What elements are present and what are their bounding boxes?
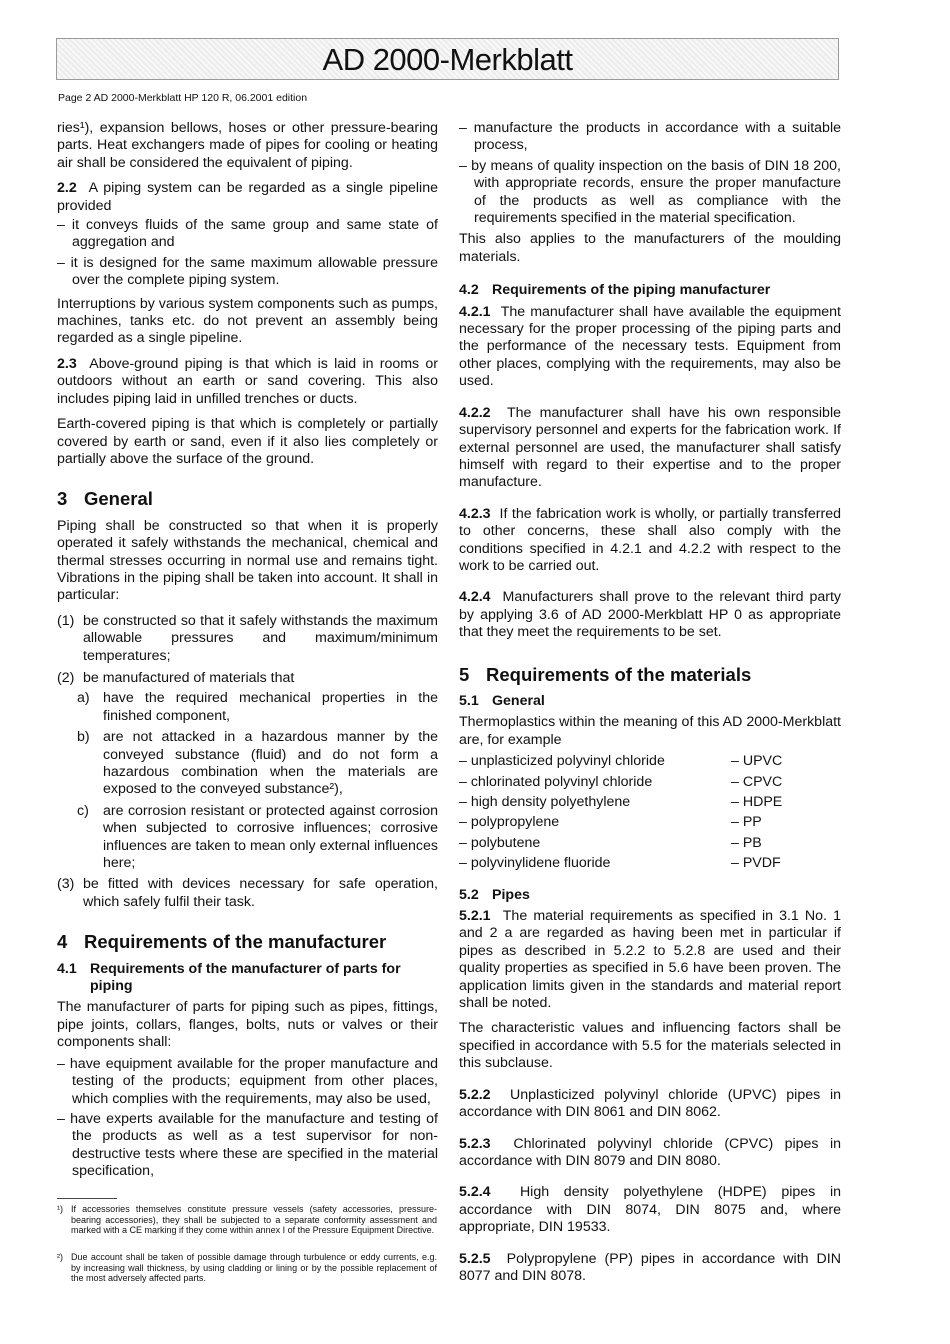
clause-5-2-5 — [459, 1251, 841, 1286]
item-number: (1) — [57, 612, 75, 629]
clause-text: Manufacturers shall prove to the relevant third party by applying 3.6 of AD 2000-Merkblatt HP 0 as appropriate that they meet the requirements to be set. — [459, 589, 841, 641]
clause-5-2-3 — [459, 1136, 841, 1171]
clause-2-3 — [57, 356, 438, 408]
footnote-marker: ²) — [57, 1252, 63, 1262]
footnote-text: Due account shall be taken of possible damage through turbulence or eddy currents, e.g. by increasing wall thickness, by using cladding or lining or by the possible replacement of the most adversely affected parts. — [71, 1252, 437, 1284]
material-abbreviation: – PP — [731, 814, 762, 831]
subsection-title: General — [492, 692, 545, 709]
clause-number: 2.3 — [57, 355, 77, 372]
document-title: AD 2000-Merkblatt — [322, 42, 573, 77]
section-title: Requirements of the materials — [486, 663, 752, 685]
material-row — [459, 794, 841, 811]
clause-text: The manufacturer shall have available the equipment necessary for the proper processing of the piping parts and the performance of the necessary tests. Equipment from other places, complying with the requirements, may also be used. — [459, 303, 841, 390]
item-text: are corrosion resistant or protected against corrosion when subjected to corrosive influences; corrosive influences are taken to mean only external influences here; — [103, 802, 438, 872]
subsection-title: Pipes — [492, 886, 530, 903]
clause-text: Polypropylene (PP) pipes in accordance with DIN 8077 and DIN 8078. — [459, 1250, 841, 1284]
clause-number: 5.2.5 — [459, 1250, 491, 1267]
list-item: – manufacture the products in accordance with a suitable process, — [459, 120, 841, 154]
clause-4-2-2 — [459, 405, 841, 492]
numbered-item — [57, 876, 438, 911]
material-name: – polybutene — [459, 834, 541, 851]
material-row — [459, 753, 841, 770]
right-column — [459, 120, 841, 1293]
section-heading-3 — [57, 488, 438, 510]
clause-number: 2.2 — [57, 180, 77, 197]
numbered-item — [57, 670, 438, 687]
subsection-heading-5-1 — [459, 693, 841, 710]
item-letter: c) — [77, 802, 89, 819]
paragraph: The characteristic values and influencing factors shall be specified in accordance with 5.5 for the materials selected in this subclause. — [459, 1020, 841, 1072]
item-text: have the required mechanical properties in the finished component, — [103, 690, 438, 724]
section-title: General — [84, 488, 153, 510]
subsection-number: 4.2 — [459, 282, 479, 299]
sub-item — [77, 690, 438, 725]
clause-number: 4.2.4 — [459, 589, 491, 606]
clause-text: The manufacturer shall have his own responsible supervisory personnel and experts for the fabrication work. If external personnel are used, the manufacturer shall satisfy himself with regard to their expertise and to the proper manufacture. — [459, 404, 841, 491]
clause-5-2-1 — [459, 908, 841, 1012]
paragraph: Piping shall be constructed so that when it is properly operated it safely withstands the mechanical, chemical and thermal stresses occurring in normal use and remains tight. Vibrations in the piping shall be taken into account. It shall in particular: — [57, 517, 438, 604]
subsection-heading-5-2 — [459, 887, 841, 904]
material-row — [459, 835, 841, 852]
clause-text: Unplasticized polyvinyl chloride (UPVC) pipes in accordance with DIN 8061 and DIN 8062. — [459, 1086, 841, 1121]
clause-number: 4.2.3 — [459, 505, 491, 522]
section-number: 3 — [57, 488, 68, 510]
section-title: Requirements of the manufacturer — [84, 931, 387, 953]
subsection-number: 5.2 — [459, 886, 479, 903]
clause-5-2-2 — [459, 1087, 841, 1122]
material-row — [459, 774, 841, 791]
item-number: (3) — [57, 876, 75, 893]
material-name: – high density polyethylene — [459, 794, 631, 810]
item-text: are not attacked in a hazardous manner by the conveyed substance (fluid) and do not form a hazardous combination when the materials are exposed to the conveyed substance²), — [103, 729, 438, 798]
clause-5-2-4 — [459, 1184, 841, 1236]
section-number: 4 — [57, 931, 68, 953]
subsection-heading-4-1 — [57, 961, 438, 996]
material-name: – unplasticized polyvinyl chloride — [459, 753, 665, 770]
section-heading-5 — [459, 663, 841, 685]
header-banner — [56, 38, 839, 80]
material-name: – polypropylene — [459, 814, 560, 831]
clause-4-2-1 — [459, 304, 841, 391]
subsection-number: 5.1 — [459, 692, 479, 709]
item-text: be constructed so that it safely withstands the maximum allowable pressures and maximum/minimum temperatures; — [83, 612, 438, 664]
clause-text: A piping system can be regarded as a single pipeline provided — [57, 180, 438, 214]
material-abbreviation: – PVDF — [731, 855, 781, 872]
clause-number: 4.2.2 — [459, 404, 491, 421]
clause-number: 5.2.3 — [459, 1135, 491, 1152]
list-item: – have experts available for the manufacture and testing of the products as well as a test supervisor for non-destructive tests where these are specified in the material specification, — [57, 1110, 438, 1180]
material-name: – polyvinylidene fluoride — [459, 855, 611, 872]
paragraph: Earth-covered piping is that which is completely or partially covered by earth or sand, even if it also lies completely or partially above the surface of the ground. — [57, 416, 438, 467]
material-row — [459, 814, 841, 831]
paragraph: Thermoplastics within the meaning of this AD 2000-Merkblatt are, for example — [459, 714, 841, 748]
paragraph: This also applies to the manufacturers of the moulding materials. — [459, 231, 841, 265]
clause-number: 5.2.2 — [459, 1086, 491, 1103]
material-abbreviation: – UPVC — [731, 753, 783, 770]
clause-text: The material requirements as specified in 3.1 No. 1 and 2 a are regarded as having been met in particular if pipes as described in 5.2.2 to 5.2.8 are used and their quality properties as specified in 5.6 have been proven. The application limits given in the standards and material report shall be noted. — [459, 908, 841, 1012]
footnote — [57, 1204, 437, 1236]
paragraph: ries¹), expansion bellows, hoses or other pressure-bearing parts. Heat exchangers made of pipes for cooling or heating air shall be considered the equivalent of piping. — [57, 120, 438, 171]
left-column — [57, 120, 438, 1184]
list-item: – by means of quality inspection on the basis of DIN 18 200, with appropriate records, ensure the proper manufacture of the products as well as compliance with the requirements specified in the material specification. — [459, 157, 841, 227]
clause-text: Above-ground piping is that which is laid in rooms or outdoors without an earth or sand covering. This also includes piping laid in unfilled trenches or ducts. — [57, 355, 439, 407]
clause-2-2 — [57, 180, 438, 215]
item-number: (2) — [57, 669, 75, 686]
paragraph: Interruptions by various system components such as pumps, machines, tanks etc. do not prevent an assembly being regarded as a single pipeline. — [57, 295, 438, 347]
subsection-title: Requirements of the manufacturer of parts for piping — [90, 960, 401, 995]
clause-text: Chlorinated polyvinyl chloride (CPVC) pipes in accordance with DIN 8079 and DIN 8080. — [459, 1135, 841, 1169]
clause-4-2-3 — [459, 506, 841, 576]
paragraph: The manufacturer of parts for piping such as pipes, fittings, pipe joints, collars, flanges, bolts, nuts or valves or their components shall: — [57, 999, 438, 1051]
section-number: 5 — [459, 663, 470, 685]
list-item: – have equipment available for the proper manufacture and testing of the products; equipment from other places, which complies with the requirements, may also be used, — [57, 1055, 438, 1107]
material-abbreviation: – HDPE — [731, 794, 783, 810]
footnote-separator — [57, 1198, 117, 1199]
item-text: be fitted with devices necessary for safe operation, which safely fulfil their task. — [83, 876, 438, 910]
clause-number: 5.2.4 — [459, 1184, 491, 1201]
item-text: be manufactured of materials that — [83, 669, 295, 686]
section-heading-4 — [57, 931, 438, 953]
clause-number: 5.2.1 — [459, 908, 491, 925]
list-item: – it is designed for the same maximum allowable pressure over the complete piping system. — [57, 254, 438, 289]
material-abbreviation: – PB — [731, 834, 762, 851]
footnote — [57, 1252, 437, 1284]
material-name: – chlorinated polyvinyl chloride — [459, 773, 653, 790]
item-letter: a) — [77, 690, 90, 707]
footnote-marker: ¹) — [57, 1204, 63, 1214]
footnote-text: If accessories themselves constitute pressure vessels (safety accessories, pressure-bearing accessories), they shall be subjected to a separate conformity assessment and marked with a CE marking if they come within annex I of the Pressure Equipment Directive. — [71, 1204, 437, 1236]
item-letter: b) — [77, 729, 90, 746]
clause-text: If the fabrication work is wholly, or partially transferred to other concerns, these shall also comply with the conditions specified in 4.2.1 and 4.2.2 with respect to the work to be carried out. — [459, 505, 841, 574]
material-abbreviation: – CPVC — [731, 773, 783, 790]
clause-4-2-4 — [459, 589, 841, 641]
page-reference: Page 2 AD 2000-Merkblatt HP 120 R, 06.2001 edition — [58, 92, 308, 104]
sub-item — [77, 803, 438, 873]
subsection-title: Requirements of the piping manufacturer — [492, 282, 771, 299]
subsection-number: 4.1 — [57, 960, 77, 977]
list-item: – it conveys fluids of the same group and same state of aggregation and — [57, 217, 438, 251]
clause-text: High density polyethylene (HDPE) pipes in accordance with DIN 8074, DIN 8075 and, where appropriate, DIN 19533. — [459, 1184, 841, 1236]
subsection-heading-4-2 — [459, 282, 841, 299]
material-row — [459, 855, 841, 872]
numbered-item — [57, 613, 438, 665]
sub-item — [77, 729, 438, 799]
clause-number: 4.2.1 — [459, 303, 491, 320]
